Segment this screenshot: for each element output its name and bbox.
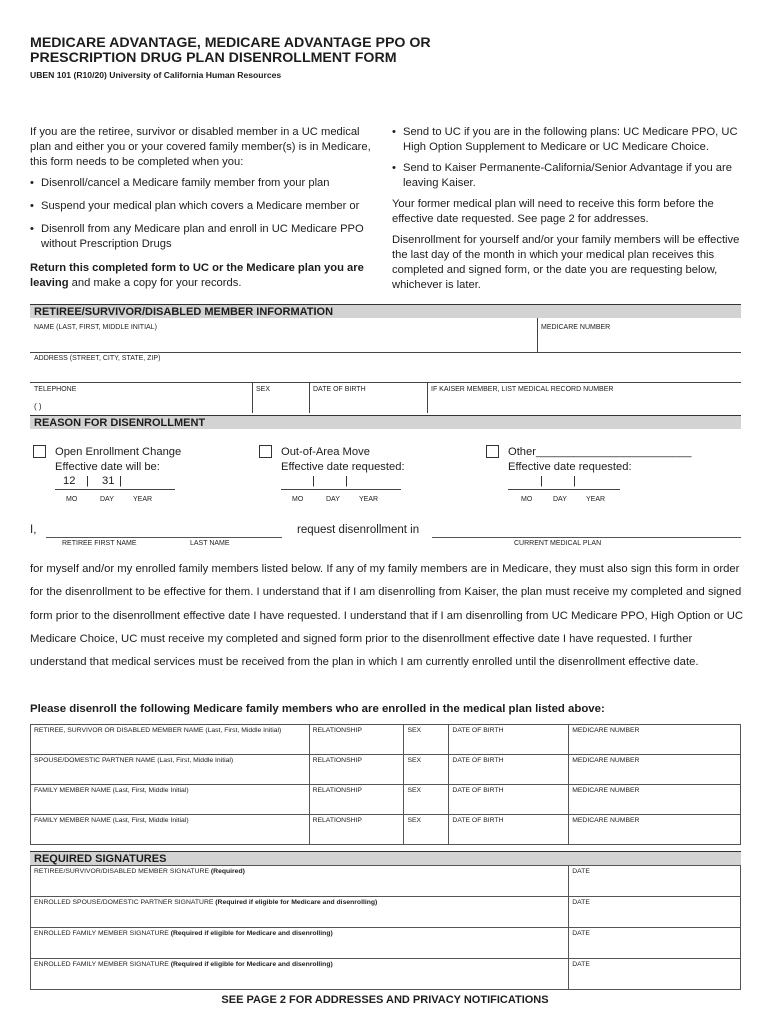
medicare-number-cell[interactable]: MEDICARE NUMBER bbox=[569, 725, 741, 755]
request-prefix: I, bbox=[30, 524, 37, 536]
signatures-heading: REQUIRED SIGNATURES bbox=[30, 851, 741, 865]
signature-label: ENROLLED SPOUSE/DOMESTIC PARTNER SIGNATURE bbox=[34, 899, 216, 906]
form-title bbox=[30, 36, 431, 66]
signature-note: (Required if eligible for Medicare and disenrolling) bbox=[170, 961, 333, 968]
sex-cell[interactable]: SEX bbox=[404, 815, 449, 845]
current-plan-label: CURRENT MEDICAL PLAN bbox=[514, 540, 602, 547]
kaiser-record-input-area[interactable] bbox=[428, 383, 741, 413]
dob-cell[interactable]: DATE OF BIRTH bbox=[449, 815, 569, 845]
dob-cell[interactable]: DATE OF BIRTH bbox=[449, 755, 569, 785]
date-underline bbox=[55, 489, 175, 490]
signature-note: (Required if eligible for Medicare and disenrolling) bbox=[170, 930, 333, 937]
send-bullet: • Send to UC if you are in the following plans: UC Medicare PPO, UC High Option Supplement to Medicare or UC Medicare Choice. bbox=[392, 125, 742, 155]
date-separator: | bbox=[119, 475, 122, 487]
footer-note: SEE PAGE 2 FOR ADDRESSES AND PRIVACY NOTIFICATIONS bbox=[221, 994, 549, 1006]
mo-label: MO bbox=[292, 496, 304, 503]
form-subtitle: UBEN 101 (R10/20) University of California Human Resources bbox=[30, 70, 282, 80]
out-of-area-date-input[interactable] bbox=[281, 474, 401, 490]
signature-label: ENROLLED FAMILY MEMBER SIGNATURE bbox=[34, 930, 171, 937]
first-name-label: RETIREE FIRST NAME bbox=[62, 540, 137, 547]
intro-paragraph: If you are the retiree, survivor or disabled member in a UC medical plan and either you or your covered family member(s) is in Medicare, this form needs to be completed when you: bbox=[30, 126, 371, 168]
relationship-cell[interactable]: RELATIONSHIP bbox=[309, 725, 404, 755]
address-input-area[interactable] bbox=[30, 353, 741, 382]
form-title-line1: MEDICARE ADVANTAGE, MEDICARE ADVANTAGE PPO OR bbox=[30, 35, 431, 51]
family-members-table bbox=[30, 724, 741, 845]
open-enrollment-label: Open Enrollment Change bbox=[55, 446, 182, 458]
right-paragraph-2: Disenrollment for yourself and/or your family members will be effective the last day of the month in which your medical plan receives this completed and signed form, or the date you are requesting below, whichever is later. bbox=[392, 234, 740, 291]
day-label: DAY bbox=[553, 496, 567, 503]
dob-label: DATE OF BIRTH bbox=[313, 386, 366, 393]
medicare-number-cell[interactable]: MEDICARE NUMBER bbox=[569, 755, 741, 785]
kaiser-record-label: IF KAISER MEMBER, LIST MEDICAL RECORD NUMBER bbox=[431, 386, 614, 393]
member-name-cell[interactable]: FAMILY MEMBER NAME (Last, First, Middle Initial) bbox=[31, 815, 310, 845]
sex-cell[interactable]: SEX bbox=[404, 725, 449, 755]
address-field-label: ADDRESS (STREET, CITY, STATE, ZIP) bbox=[34, 355, 161, 362]
disenrollment-statement: for myself and/or my enrolled family members listed below. If any of my family members are in Medicare, they must also sign this form in order for the disenrollment to be effective for them. I understand that if I am disenrolling from Kaiser, the plan must receive my completed and signed form prior to the disenrollment effective date I have requested. I understand that if I am disenrolling from UC Medicare PPO, High Option or UC Medicare Choice, UC must receive my completed and signed form prior to the disenrollment effective date I have requested. I further understand that medical services must be received from the plan in which I am currently enrolled until the disenrollment effective date. bbox=[30, 563, 744, 669]
open-enrollment-checkbox[interactable] bbox=[33, 445, 46, 458]
day-label: DAY bbox=[100, 496, 114, 503]
family-signature-cell[interactable] bbox=[31, 928, 569, 959]
member-signature-cell[interactable] bbox=[31, 866, 569, 897]
date-separator: | bbox=[345, 475, 348, 487]
telephone-area-code: ( ) bbox=[34, 402, 42, 411]
signature-note: (Required) bbox=[210, 868, 245, 875]
dob-cell[interactable]: DATE OF BIRTH bbox=[449, 725, 569, 755]
year-label: YEAR bbox=[359, 496, 379, 503]
signature-row bbox=[31, 959, 741, 990]
date-separator: | bbox=[573, 475, 576, 487]
telephone-label: TELEPHONE bbox=[34, 386, 77, 393]
signature-date-cell[interactable]: DATE bbox=[569, 928, 741, 959]
medicare-number-label: MEDICARE NUMBER bbox=[541, 324, 611, 331]
member-name-cell[interactable]: FAMILY MEMBER NAME (Last, First, Middle Initial) bbox=[31, 785, 310, 815]
dob-cell[interactable]: DATE OF BIRTH bbox=[449, 785, 569, 815]
effective-date-label: Effective date will be: bbox=[55, 461, 160, 473]
member-info-heading: RETIREE/SURVIVOR/DISABLED MEMBER INFORMATION bbox=[30, 304, 741, 318]
member-name-cell[interactable]: SPOUSE/DOMESTIC PARTNER NAME (Last, First, Middle Initial) bbox=[31, 755, 310, 785]
sex-input-area[interactable] bbox=[253, 383, 308, 413]
signature-label: RETIREE/SURVIVOR/DISABLED MEMBER SIGNATURE bbox=[34, 868, 211, 875]
date-separator: | bbox=[86, 475, 89, 487]
signature-row bbox=[31, 866, 741, 897]
day-label: DAY bbox=[326, 496, 340, 503]
mo-label: MO bbox=[66, 496, 78, 503]
signature-note: (Required if eligible for Medicare and disenrolling) bbox=[215, 899, 378, 906]
retiree-name-input[interactable] bbox=[46, 524, 282, 538]
year-label: YEAR bbox=[586, 496, 606, 503]
out-of-area-label: Out-of-Area Move bbox=[281, 446, 370, 458]
signature-row bbox=[31, 928, 741, 959]
other-reason-checkbox[interactable] bbox=[486, 445, 499, 458]
date-separator: | bbox=[540, 475, 543, 487]
spouse-signature-cell[interactable] bbox=[31, 897, 569, 928]
sex-label: SEX bbox=[256, 386, 271, 393]
medicare-number-cell[interactable]: MEDICARE NUMBER bbox=[569, 785, 741, 815]
date-separator: | bbox=[312, 475, 315, 487]
sex-cell[interactable]: SEX bbox=[404, 755, 449, 785]
relationship-cell[interactable]: RELATIONSHIP bbox=[309, 815, 404, 845]
relationship-cell[interactable]: RELATIONSHIP bbox=[309, 755, 404, 785]
signature-date-cell[interactable]: DATE bbox=[569, 866, 741, 897]
name-field-label: NAME (LAST, FIRST, MIDDLE INITIAL) bbox=[34, 324, 157, 331]
table-row bbox=[31, 725, 741, 755]
intro-left bbox=[30, 125, 380, 291]
send-bullet: • Send to Kaiser Permanente-California/Senior Advantage if you are leaving Kaiser. bbox=[392, 161, 742, 191]
intro-bullet: • Suspend your medical plan which covers a Medicare member or bbox=[30, 199, 380, 214]
out-of-area-checkbox[interactable] bbox=[259, 445, 272, 458]
signature-row bbox=[31, 897, 741, 928]
family-signature-cell[interactable] bbox=[31, 959, 569, 990]
medicare-number-cell[interactable]: MEDICARE NUMBER bbox=[569, 815, 741, 845]
year-label: YEAR bbox=[133, 496, 153, 503]
other-date-input[interactable] bbox=[508, 474, 620, 490]
relationship-cell[interactable]: RELATIONSHIP bbox=[309, 785, 404, 815]
return-instructions bbox=[30, 261, 380, 291]
table-row bbox=[31, 755, 741, 785]
signature-label: ENROLLED FAMILY MEMBER SIGNATURE bbox=[34, 961, 171, 968]
last-name-label: LAST NAME bbox=[190, 540, 230, 547]
sex-cell[interactable]: SEX bbox=[404, 785, 449, 815]
other-reason-label: Other_________________________ bbox=[508, 446, 692, 458]
dob-input-area[interactable] bbox=[310, 383, 426, 413]
table-row bbox=[31, 815, 741, 845]
effective-month-value: 12 bbox=[63, 475, 76, 487]
return-instructions-rest: and make a copy for your records. bbox=[68, 277, 242, 289]
medicare-number-input-area[interactable] bbox=[538, 320, 741, 352]
signature-date-cell[interactable]: DATE bbox=[569, 897, 741, 928]
member-name-cell[interactable]: RETIREE, SURVIVOR OR DISABLED MEMBER NAME (Last, First, Middle Initial) bbox=[31, 725, 310, 755]
intro-bullet: • Disenroll from any Medicare plan and enroll in UC Medicare PPO without Prescription Drugs bbox=[30, 222, 380, 252]
intro-right bbox=[392, 125, 742, 293]
mo-label: MO bbox=[521, 496, 533, 503]
family-members-instruction: Please disenroll the following Medicare family members who are enrolled in the medical plan listed above: bbox=[30, 703, 605, 715]
signature-date-cell[interactable]: DATE bbox=[569, 959, 741, 990]
request-text: request disenrollment in bbox=[297, 524, 420, 536]
form-title-line2: PRESCRIPTION DRUG PLAN DISENROLLMENT FORM bbox=[30, 50, 397, 66]
effective-day-value: 31 bbox=[102, 475, 115, 487]
name-input-area[interactable] bbox=[30, 320, 536, 352]
effective-date-label: Effective date requested: bbox=[281, 461, 405, 473]
telephone-input-area[interactable] bbox=[30, 383, 251, 413]
table-row bbox=[31, 785, 741, 815]
right-paragraph-1: Your former medical plan will need to receive this form before the effective date requested. See page 2 for addresses. bbox=[392, 198, 714, 225]
current-plan-input[interactable] bbox=[432, 524, 741, 538]
intro-bullet: • Disenroll/cancel a Medicare family member from your plan bbox=[30, 176, 380, 191]
return-instructions-bold: Return this completed form to UC or the Medicare plan you are leaving bbox=[30, 262, 364, 289]
effective-date-label: Effective date requested: bbox=[508, 461, 632, 473]
reason-heading: REASON FOR DISENROLLMENT bbox=[30, 415, 741, 429]
signatures-table bbox=[30, 865, 741, 990]
